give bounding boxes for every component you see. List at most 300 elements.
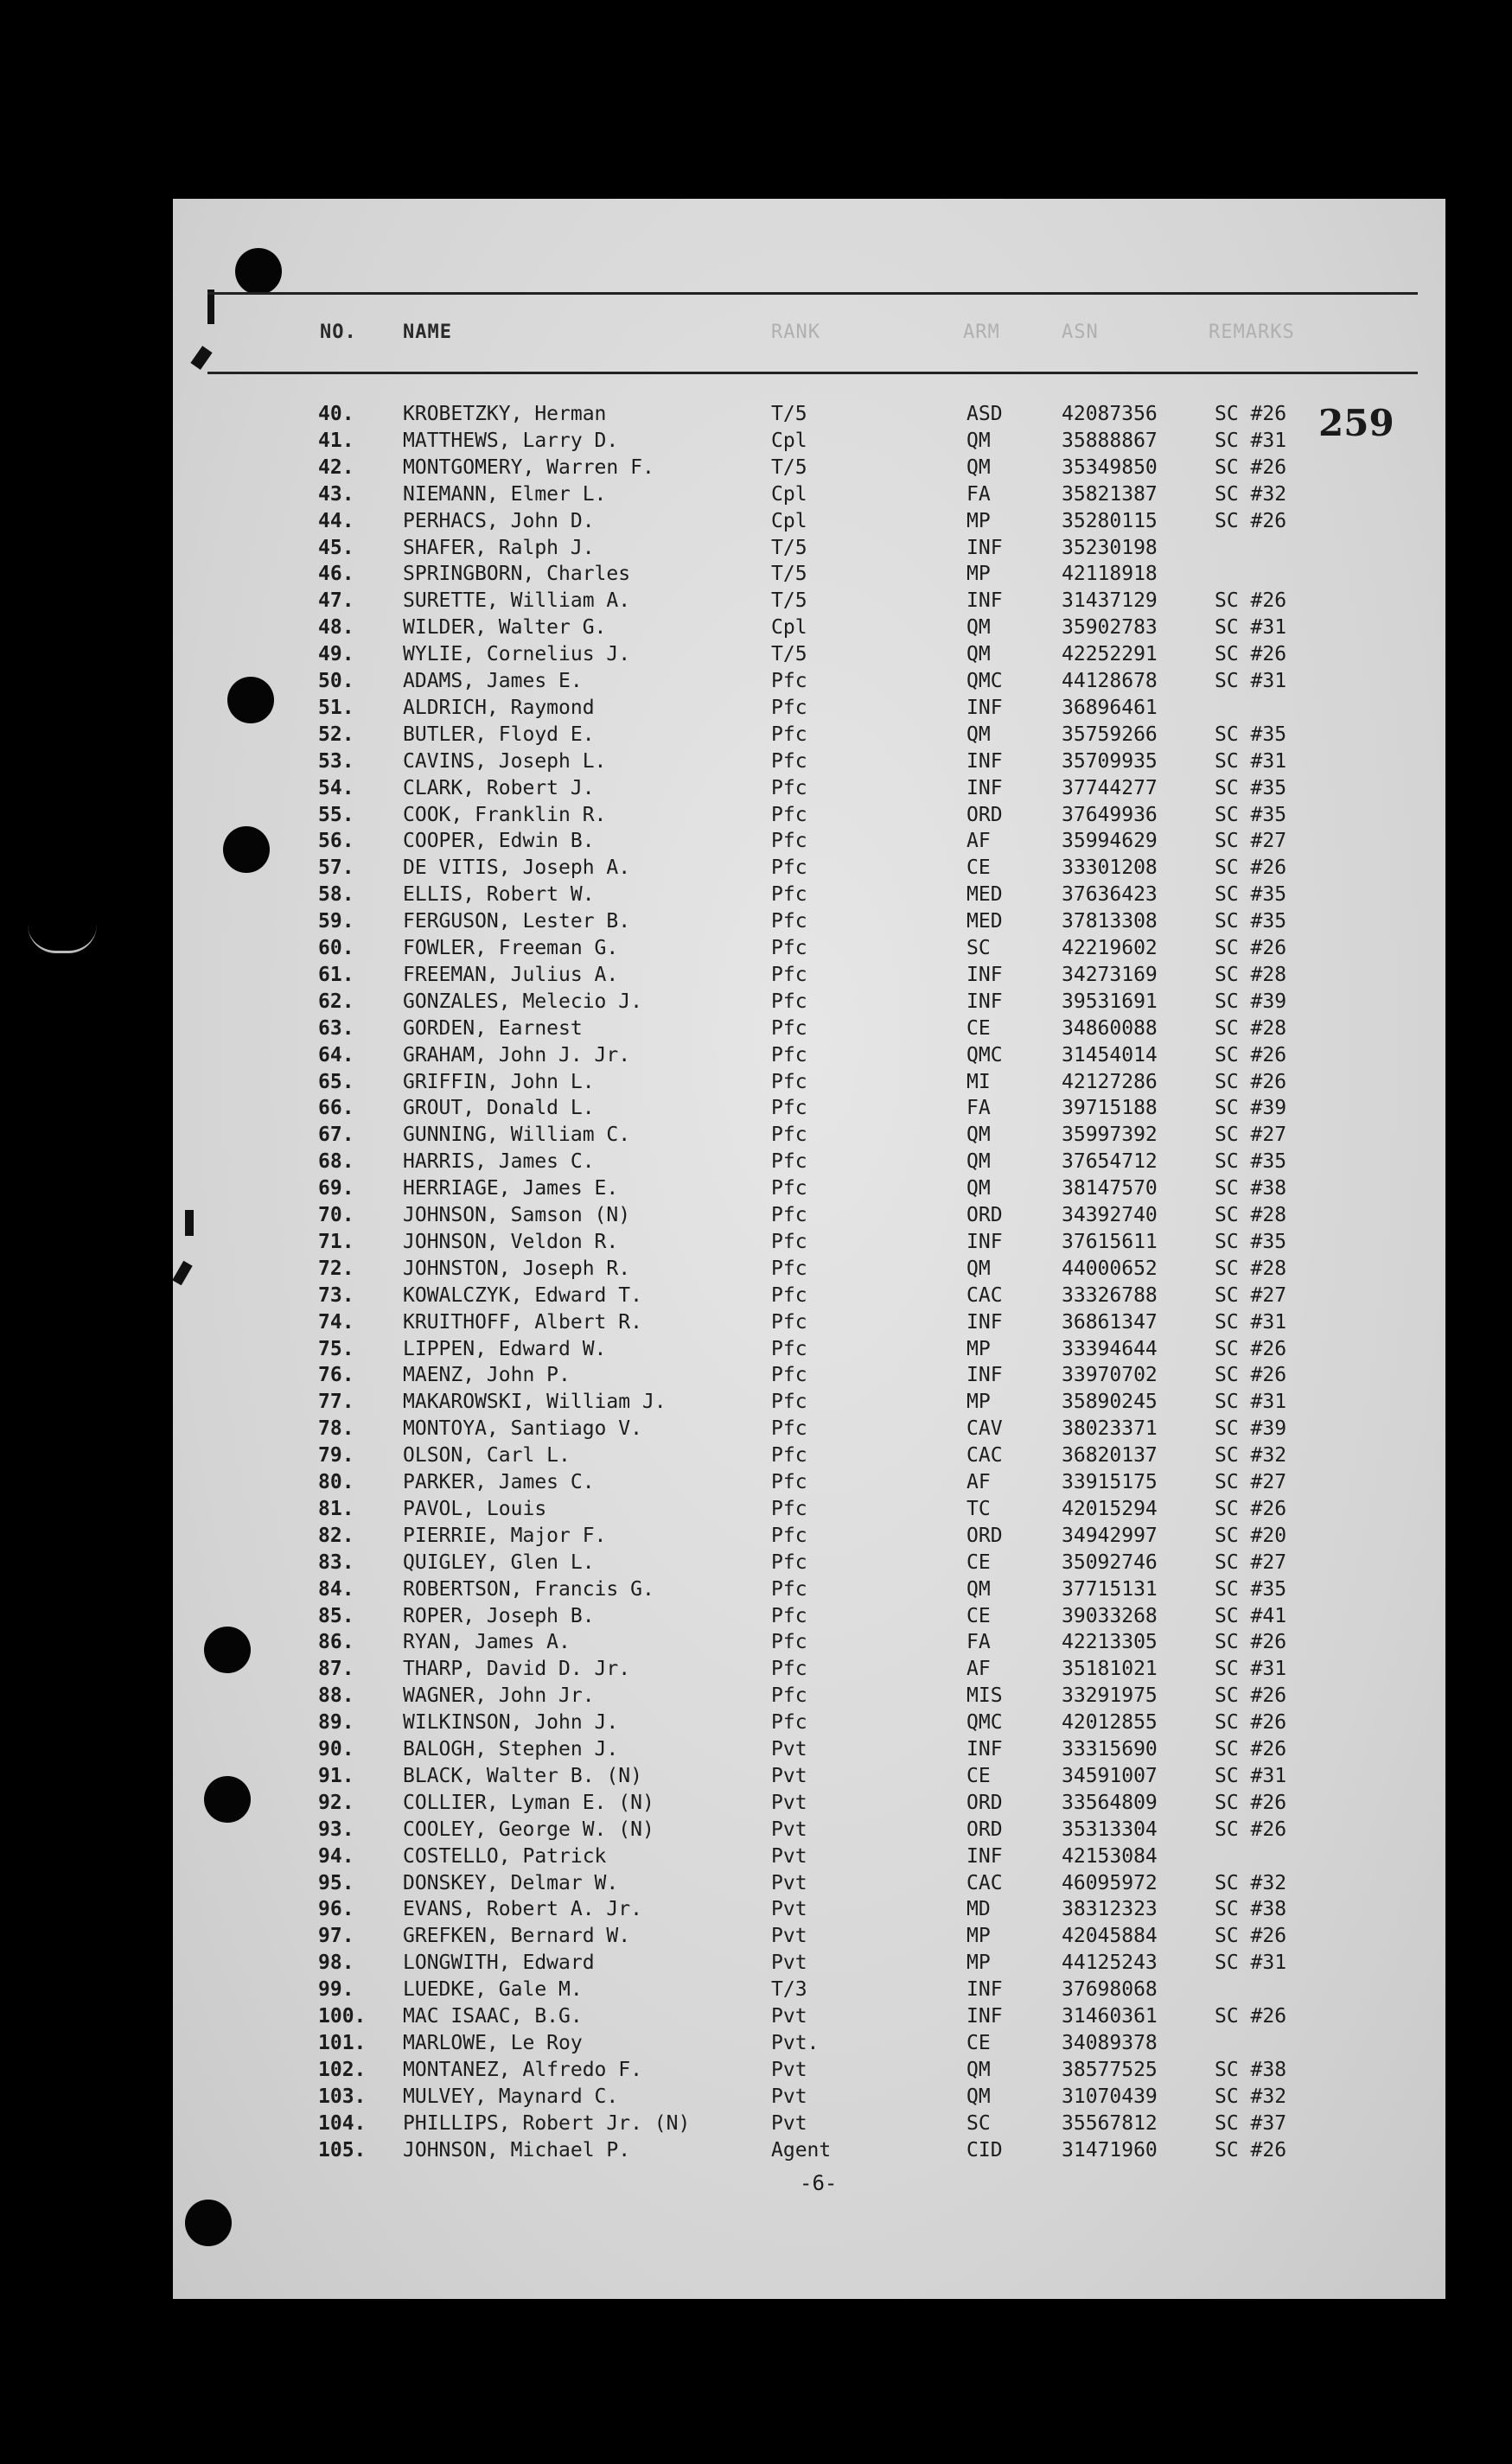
row-arm: INF xyxy=(967,1230,1003,1253)
row-asn: 37654712 xyxy=(1062,1150,1158,1174)
row-asn: 33564809 xyxy=(1062,1791,1158,1814)
row-name: SHAFER, Ralph J. xyxy=(403,536,595,559)
row-arm: AF xyxy=(967,1658,991,1681)
row-asn: 34860088 xyxy=(1062,1016,1158,1040)
row-number: 96. xyxy=(318,1898,354,1921)
row-asn: 42087356 xyxy=(1062,403,1158,425)
row-number: 66. xyxy=(318,1097,354,1120)
row-arm: FA xyxy=(967,1097,991,1120)
table-row xyxy=(0,616,1512,643)
row-rank: Pfc xyxy=(771,1524,807,1547)
row-rank: Pfc xyxy=(771,1204,807,1226)
header-name: NAME xyxy=(403,322,452,343)
row-rank: Pfc xyxy=(771,1444,807,1468)
table-row xyxy=(0,643,1512,670)
row-remarks: SC #38 xyxy=(1215,2058,1287,2081)
row-remarks: SC #26 xyxy=(1215,1497,1287,1520)
row-number: 40. xyxy=(318,403,354,425)
row-arm: TC xyxy=(967,1497,991,1520)
row-asn: 31437129 xyxy=(1062,589,1158,613)
row-rank: Pvt xyxy=(771,1738,807,1760)
table-row xyxy=(0,2085,1512,2112)
binder-hole xyxy=(235,248,282,295)
row-arm: QM xyxy=(967,2085,991,2108)
row-remarks: SC #35 xyxy=(1215,1150,1287,1174)
row-number: 95. xyxy=(318,1871,354,1894)
row-arm: MP xyxy=(967,1337,991,1360)
row-arm: CE xyxy=(967,856,991,880)
row-rank: Pvt xyxy=(771,1925,807,1948)
row-arm: CAC xyxy=(967,1283,1003,1307)
row-arm: CE xyxy=(967,1016,991,1040)
row-asn: 35709935 xyxy=(1062,749,1158,773)
row-rank: T/5 xyxy=(771,563,807,586)
row-arm: ORD xyxy=(967,1818,1003,1841)
table-row xyxy=(0,2032,1512,2059)
row-arm: MED xyxy=(967,883,1003,907)
row-rank: Pfc xyxy=(771,1283,807,1307)
row-rank: Pvt xyxy=(771,2111,807,2135)
row-asn: 37615611 xyxy=(1062,1230,1158,1253)
row-name: THARP, David D. Jr. xyxy=(403,1658,631,1681)
row-rank: Pfc xyxy=(771,990,807,1013)
row-number: 45. xyxy=(318,536,354,559)
row-arm: MP xyxy=(967,1951,991,1975)
row-remarks: SC #37 xyxy=(1215,2111,1287,2135)
row-remarks: SC #32 xyxy=(1215,1444,1287,1468)
row-asn: 31460361 xyxy=(1062,2005,1158,2028)
table-row xyxy=(0,1097,1512,1124)
row-name: NIEMANN, Elmer L. xyxy=(403,482,607,506)
row-remarks: SC #31 xyxy=(1215,1951,1287,1975)
row-rank: Pvt xyxy=(771,1951,807,1975)
row-remarks: SC #39 xyxy=(1215,990,1287,1013)
row-asn: 42219602 xyxy=(1062,937,1158,959)
row-name: QUIGLEY, Glen L. xyxy=(403,1550,595,1574)
row-arm: CE xyxy=(967,1604,991,1627)
row-name: DE VITIS, Joseph A. xyxy=(403,856,631,880)
row-asn: 37649936 xyxy=(1062,803,1158,826)
header-asn: ASN xyxy=(1062,322,1099,343)
row-rank: Pfc xyxy=(771,1364,807,1387)
row-name: HERRIAGE, James E. xyxy=(403,1177,619,1200)
table-row xyxy=(0,589,1512,616)
row-arm: INF xyxy=(967,749,1003,773)
row-rank: Pfc xyxy=(771,1631,807,1654)
row-name: GROUT, Donald L. xyxy=(403,1097,595,1120)
row-number: 92. xyxy=(318,1791,354,1814)
row-remarks: SC #31 xyxy=(1215,1310,1287,1334)
row-number: 101. xyxy=(318,2031,367,2054)
row-number: 56. xyxy=(318,830,354,853)
table-row xyxy=(0,1498,1512,1525)
row-name: JOHNSTON, Joseph R. xyxy=(403,1257,631,1280)
row-name: GORDEN, Earnest xyxy=(403,1016,583,1040)
row-number: 88. xyxy=(318,1684,354,1708)
table-row xyxy=(0,1471,1512,1498)
row-remarks: SC #35 xyxy=(1215,776,1287,799)
row-asn: 33315690 xyxy=(1062,1738,1158,1760)
row-arm: SC xyxy=(967,937,991,959)
table-row xyxy=(0,964,1512,990)
row-name: CLARK, Robert J. xyxy=(403,776,595,799)
table-row xyxy=(0,2005,1512,2032)
ink-mark xyxy=(207,290,214,324)
row-asn: 31471960 xyxy=(1062,2138,1158,2162)
row-asn: 33970702 xyxy=(1062,1364,1158,1387)
row-number: 41. xyxy=(318,429,354,452)
row-number: 53. xyxy=(318,749,354,773)
table-row xyxy=(0,1311,1512,1338)
row-name: WILDER, Walter G. xyxy=(403,616,607,640)
row-asn: 44125243 xyxy=(1062,1951,1158,1975)
row-asn: 31070439 xyxy=(1062,2085,1158,2108)
row-name: PIERRIE, Major F. xyxy=(403,1524,607,1547)
row-number: 86. xyxy=(318,1631,354,1654)
row-number: 90. xyxy=(318,1738,354,1760)
row-number: 59. xyxy=(318,910,354,933)
row-name: MONTOYA, Santiago V. xyxy=(403,1417,642,1441)
row-remarks: SC #26 xyxy=(1215,643,1287,666)
row-asn: 36861347 xyxy=(1062,1310,1158,1334)
row-rank: Cpl xyxy=(771,509,807,532)
table-row xyxy=(0,510,1512,537)
row-remarks: SC #35 xyxy=(1215,1230,1287,1253)
header-arm: ARM xyxy=(963,322,1000,343)
row-name: SPRINGBORN, Charles xyxy=(403,563,631,586)
table-row xyxy=(0,456,1512,483)
row-remarks: SC #26 xyxy=(1215,1791,1287,1814)
table-row xyxy=(0,1872,1512,1899)
row-asn: 42127286 xyxy=(1062,1070,1158,1093)
row-number: 62. xyxy=(318,990,354,1013)
row-asn: 39033268 xyxy=(1062,1604,1158,1627)
row-arm: INF xyxy=(967,963,1003,986)
binder-hole xyxy=(185,2200,232,2246)
row-name: WILKINSON, John J. xyxy=(403,1711,619,1735)
row-asn: 33301208 xyxy=(1062,856,1158,880)
row-rank: Pfc xyxy=(771,1070,807,1093)
row-number: 54. xyxy=(318,776,354,799)
row-rank: T/3 xyxy=(771,1978,807,2002)
row-arm: INF xyxy=(967,589,1003,613)
row-rank: Pfc xyxy=(771,963,807,986)
row-number: 63. xyxy=(318,1016,354,1040)
row-rank: Pvt xyxy=(771,2005,807,2028)
page-footer: -6- xyxy=(800,2171,838,2195)
table-row xyxy=(0,1150,1512,1177)
row-arm: ORD xyxy=(967,1791,1003,1814)
row-rank: Pfc xyxy=(771,776,807,799)
row-asn: 36820137 xyxy=(1062,1444,1158,1468)
table-row xyxy=(0,1605,1512,1632)
row-rank: Pfc xyxy=(771,1337,807,1360)
row-remarks: SC #28 xyxy=(1215,1016,1287,1040)
row-arm: AF xyxy=(967,1471,991,1493)
row-asn: 35890245 xyxy=(1062,1391,1158,1414)
table-row xyxy=(0,750,1512,777)
row-remarks: SC #28 xyxy=(1215,1204,1287,1226)
row-rank: Pvt xyxy=(771,2058,807,2081)
table-row xyxy=(0,1711,1512,1738)
row-asn: 31454014 xyxy=(1062,1043,1158,1066)
row-asn: 42153084 xyxy=(1062,1844,1158,1868)
row-name: JOHNSON, Samson (N) xyxy=(403,1204,631,1226)
row-arm: QM xyxy=(967,429,991,452)
row-asn: 35092746 xyxy=(1062,1550,1158,1574)
row-asn: 35567812 xyxy=(1062,2111,1158,2135)
row-arm: QM xyxy=(967,2058,991,2081)
table-row xyxy=(0,990,1512,1017)
row-number: 82. xyxy=(318,1524,354,1547)
row-arm: INF xyxy=(967,776,1003,799)
row-remarks: SC #35 xyxy=(1215,1577,1287,1601)
table-row xyxy=(0,697,1512,723)
row-number: 94. xyxy=(318,1844,354,1868)
row-remarks: SC #26 xyxy=(1215,1738,1287,1760)
row-rank: Pfc xyxy=(771,830,807,853)
table-row xyxy=(0,430,1512,456)
row-number: 76. xyxy=(318,1364,354,1387)
row-asn: 35888867 xyxy=(1062,429,1158,452)
row-name: WYLIE, Cornelius J. xyxy=(403,643,631,666)
row-name: LIPPEN, Edward W. xyxy=(403,1337,607,1360)
row-rank: Cpl xyxy=(771,482,807,506)
row-arm: MP xyxy=(967,1391,991,1414)
table-row xyxy=(0,1578,1512,1605)
row-name: COSTELLO, Patrick xyxy=(403,1844,607,1868)
row-name: ROBERTSON, Francis G. xyxy=(403,1577,654,1601)
row-name: MAKAROWSKI, William J. xyxy=(403,1391,667,1414)
table-row xyxy=(0,937,1512,964)
row-arm: QM xyxy=(967,455,991,479)
row-number: 58. xyxy=(318,883,354,907)
row-arm: QM xyxy=(967,1257,991,1280)
row-remarks: SC #26 xyxy=(1215,1818,1287,1841)
row-remarks: SC #27 xyxy=(1215,1124,1287,1147)
row-arm: AF xyxy=(967,830,991,853)
row-remarks: SC #26 xyxy=(1215,856,1287,880)
row-number: 100. xyxy=(318,2005,367,2028)
row-asn: 42118918 xyxy=(1062,563,1158,586)
row-arm: FA xyxy=(967,1631,991,1654)
row-remarks: SC #32 xyxy=(1215,2085,1287,2108)
row-remarks: SC #28 xyxy=(1215,963,1287,986)
row-remarks: SC #28 xyxy=(1215,1257,1287,1280)
table-row xyxy=(0,1044,1512,1071)
row-arm: INF xyxy=(967,990,1003,1013)
row-rank: T/5 xyxy=(771,403,807,425)
row-name: GREFKEN, Bernard W. xyxy=(403,1925,631,1948)
table-row xyxy=(0,777,1512,804)
row-rank: Cpl xyxy=(771,616,807,640)
row-remarks: SC #32 xyxy=(1215,1871,1287,1894)
header-bottom-rule xyxy=(207,372,1418,374)
row-arm: MP xyxy=(967,563,991,586)
row-remarks: SC #31 xyxy=(1215,1764,1287,1787)
row-arm: MP xyxy=(967,509,991,532)
table-row xyxy=(0,1338,1512,1365)
row-asn: 33326788 xyxy=(1062,1283,1158,1307)
table-row xyxy=(0,1898,1512,1925)
row-name: FOWLER, Freeman G. xyxy=(403,937,619,959)
row-remarks: SC #26 xyxy=(1215,2005,1287,2028)
row-arm: ORD xyxy=(967,803,1003,826)
row-asn: 38577525 xyxy=(1062,2058,1158,2081)
row-number: 81. xyxy=(318,1497,354,1520)
table-row xyxy=(0,1738,1512,1765)
table-row xyxy=(0,2059,1512,2085)
row-asn: 34591007 xyxy=(1062,1764,1158,1787)
row-name: GUNNING, William C. xyxy=(403,1124,631,1147)
table-row xyxy=(0,1124,1512,1150)
row-arm: SC xyxy=(967,2111,991,2135)
row-asn: 34273169 xyxy=(1062,963,1158,986)
row-name: PERHACS, John D. xyxy=(403,509,595,532)
table-row xyxy=(0,1631,1512,1658)
row-asn: 35902783 xyxy=(1062,616,1158,640)
row-number: 52. xyxy=(318,723,354,746)
row-remarks: SC #20 xyxy=(1215,1524,1287,1547)
row-name: MULVEY, Maynard C. xyxy=(403,2085,619,2108)
row-remarks: SC #26 xyxy=(1215,1070,1287,1093)
row-rank: Pfc xyxy=(771,1230,807,1253)
row-arm: CID xyxy=(967,2138,1003,2162)
row-name: MARLOWE, Le Roy xyxy=(403,2031,583,2054)
row-name: DONSKEY, Delmar W. xyxy=(403,1871,619,1894)
row-asn: 35759266 xyxy=(1062,723,1158,746)
row-name: PARKER, James C. xyxy=(403,1471,595,1493)
table-row xyxy=(0,1792,1512,1818)
row-asn: 37744277 xyxy=(1062,776,1158,799)
row-remarks: SC #26 xyxy=(1215,937,1287,959)
row-rank: Pvt xyxy=(771,2085,807,2108)
row-rank: Pfc xyxy=(771,1471,807,1493)
row-rank: Pvt xyxy=(771,1898,807,1921)
row-number: 49. xyxy=(318,643,354,666)
table-row xyxy=(0,1845,1512,1872)
row-arm: CAC xyxy=(967,1871,1003,1894)
row-rank: Pfc xyxy=(771,696,807,719)
row-arm: CE xyxy=(967,2031,991,2054)
row-remarks: SC #32 xyxy=(1215,482,1287,506)
row-name: WAGNER, John Jr. xyxy=(403,1684,595,1708)
row-name: LUEDKE, Gale M. xyxy=(403,1978,583,2002)
row-name: KRUITHOFF, Albert R. xyxy=(403,1310,642,1334)
header-no: NO. xyxy=(320,322,357,343)
row-name: FREEMAN, Julius A. xyxy=(403,963,619,986)
row-arm: QM xyxy=(967,1124,991,1147)
row-name: PHILLIPS, Robert Jr. (N) xyxy=(403,2111,691,2135)
table-row xyxy=(0,1658,1512,1684)
row-number: 97. xyxy=(318,1925,354,1948)
row-arm: CE xyxy=(967,1764,991,1787)
header-top-rule xyxy=(207,292,1418,295)
row-asn: 39715188 xyxy=(1062,1097,1158,1120)
row-name: FERGUSON, Lester B. xyxy=(403,910,631,933)
table-row xyxy=(0,1071,1512,1098)
table-row xyxy=(0,1925,1512,1951)
row-remarks: SC #27 xyxy=(1215,1471,1287,1493)
row-number: 65. xyxy=(318,1070,354,1093)
row-asn: 42015294 xyxy=(1062,1497,1158,1520)
row-remarks: SC #26 xyxy=(1215,1337,1287,1360)
row-arm: INF xyxy=(967,1844,1003,1868)
row-rank: Pvt xyxy=(771,1764,807,1787)
row-rank: Pfc xyxy=(771,1711,807,1735)
table-row xyxy=(0,2112,1512,2139)
row-rank: Pvt xyxy=(771,1818,807,1841)
row-rank: Pfc xyxy=(771,723,807,746)
row-rank: Pfc xyxy=(771,803,807,826)
row-arm: INF xyxy=(967,1738,1003,1760)
row-asn: 38023371 xyxy=(1062,1417,1158,1441)
row-rank: Pfc xyxy=(771,1097,807,1120)
row-number: 103. xyxy=(318,2085,367,2108)
row-number: 43. xyxy=(318,482,354,506)
row-asn: 35821387 xyxy=(1062,482,1158,506)
row-arm: QM xyxy=(967,616,991,640)
header-rank: RANK xyxy=(771,322,820,343)
row-asn: 33394644 xyxy=(1062,1337,1158,1360)
row-name: BALOGH, Stephen J. xyxy=(403,1738,619,1760)
row-rank: Pfc xyxy=(771,1310,807,1334)
row-name: JOHNSON, Veldon R. xyxy=(403,1230,619,1253)
row-asn: 35181021 xyxy=(1062,1658,1158,1681)
row-name: ADAMS, James E. xyxy=(403,670,583,692)
row-remarks: SC #26 xyxy=(1215,1684,1287,1708)
table-row xyxy=(0,1765,1512,1792)
row-number: 99. xyxy=(318,1978,354,2002)
row-asn: 34392740 xyxy=(1062,1204,1158,1226)
row-rank: Pfc xyxy=(771,1150,807,1174)
row-remarks: SC #39 xyxy=(1215,1097,1287,1120)
row-arm: INF xyxy=(967,2005,1003,2028)
table-row xyxy=(0,1364,1512,1391)
row-arm: QM xyxy=(967,1577,991,1601)
row-arm: ORD xyxy=(967,1524,1003,1547)
row-name: MATTHEWS, Larry D. xyxy=(403,429,619,452)
table-row xyxy=(0,1204,1512,1231)
row-asn: 37636423 xyxy=(1062,883,1158,907)
row-rank: Pfc xyxy=(771,1043,807,1066)
row-asn: 33915175 xyxy=(1062,1471,1158,1493)
row-name: ELLIS, Robert W. xyxy=(403,883,595,907)
row-name: PAVOL, Louis xyxy=(403,1497,547,1520)
row-remarks: SC #39 xyxy=(1215,1417,1287,1441)
row-rank: Cpl xyxy=(771,429,807,452)
row-asn: 35313304 xyxy=(1062,1818,1158,1841)
row-rank: T/5 xyxy=(771,589,807,613)
row-arm: INF xyxy=(967,1978,1003,2002)
table-row xyxy=(0,910,1512,937)
row-rank: Pfc xyxy=(771,1550,807,1574)
row-remarks: SC #27 xyxy=(1215,1283,1287,1307)
row-arm: FA xyxy=(967,482,991,506)
row-number: 78. xyxy=(318,1417,354,1441)
row-arm: QM xyxy=(967,1177,991,1200)
row-arm: MED xyxy=(967,910,1003,933)
row-rank: Pfc xyxy=(771,1177,807,1200)
row-rank: Pfc xyxy=(771,749,807,773)
row-number: 55. xyxy=(318,803,354,826)
row-number: 83. xyxy=(318,1550,354,1574)
row-number: 50. xyxy=(318,670,354,692)
row-asn: 46095972 xyxy=(1062,1871,1158,1894)
row-remarks: SC #31 xyxy=(1215,749,1287,773)
row-rank: T/5 xyxy=(771,643,807,666)
row-name: ROPER, Joseph B. xyxy=(403,1604,595,1627)
